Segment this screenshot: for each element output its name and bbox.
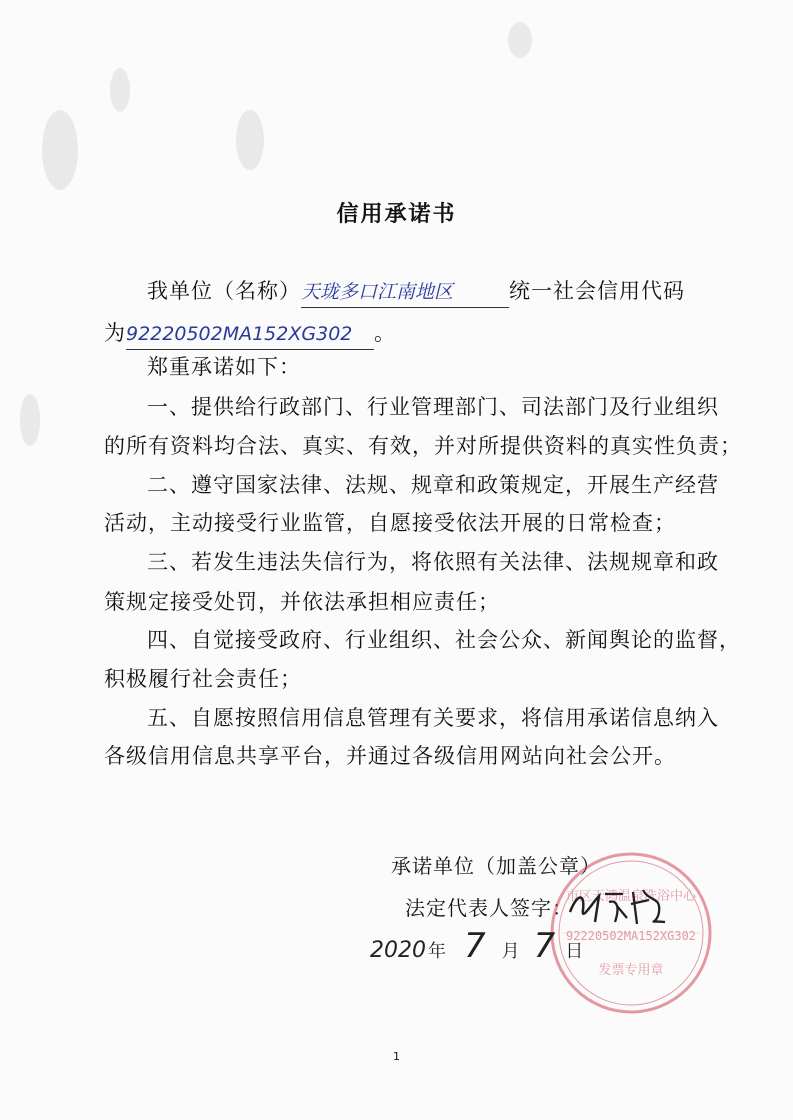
pledge-item-1b: 的所有资料均合法、真实、有效，并对所提供资料的真实性负责； [104,434,742,458]
date-year: 2020 [370,938,426,963]
pledge-item-3a: 三、若发生违法失信行为，将依照有关法律、法规规章和政 [147,550,719,574]
page-number: 1 [393,1050,400,1063]
legal-rep-label: 法定代表人签字： [405,896,573,920]
date-day: 7 [533,926,556,966]
code-suffix: 。 [374,321,396,345]
pledge-item-5a: 五、自愿按照信用信息管理有关要求，将信用承诺信息纳入 [147,706,719,730]
signature-handwritten-icon [565,882,675,930]
code-prefix: 为 [104,321,126,345]
pledge-item-4a: 四、自觉接受政府、行业组织、社会公众、新闻舆论的监督， [147,628,741,652]
pledge-lead: 郑重承诺如下： [147,355,301,379]
pledge-item-5b: 各级信用信息共享平台，并通过各级信用网站向社会公开。 [104,744,676,768]
intro-line [147,276,685,308]
pledge-item-2b: 活动，主动接受行业监管，自愿接受依法开展的日常检查； [104,511,676,535]
pledge-item-4b: 积极履行社会责任； [104,667,302,691]
pledge-item-2a: 二、遵守国家法律、法规、规章和政策规定，开展生产经营 [147,473,719,497]
credit-code-handwritten: 92220502MA152XG302 [126,319,374,350]
code-line [104,318,396,350]
date-year-char: 年 [428,941,446,962]
date-month: 7 [464,926,486,966]
signing-date [370,926,583,966]
date-month-char: 月 [501,941,520,962]
date-day-char: 日 [565,941,584,962]
intro-suffix: 统一社会信用代码 [509,279,685,303]
pledging-unit-label: 承诺单位（加盖公章） [391,854,601,878]
pledge-item-1a: 一、提供给行政部门、行业管理部门、司法部门及行业组织 [147,395,719,419]
unit-name-handwritten: 天珑多口江南地区 [301,277,509,308]
pledge-item-3b: 策规定接受处罚，并依法承担相应责任； [104,590,500,614]
svg-text:市区天鸿温泉洗浴中心: 市区天鸿温泉洗浴中心 [565,889,697,904]
svg-text:92220502MA152XG302: 92220502MA152XG302 [565,929,697,943]
document-title: 信用承诺书 [336,202,457,227]
intro-prefix: 我单位（名称） [147,279,301,303]
svg-text:发票专用章: 发票专用章 [598,963,664,978]
